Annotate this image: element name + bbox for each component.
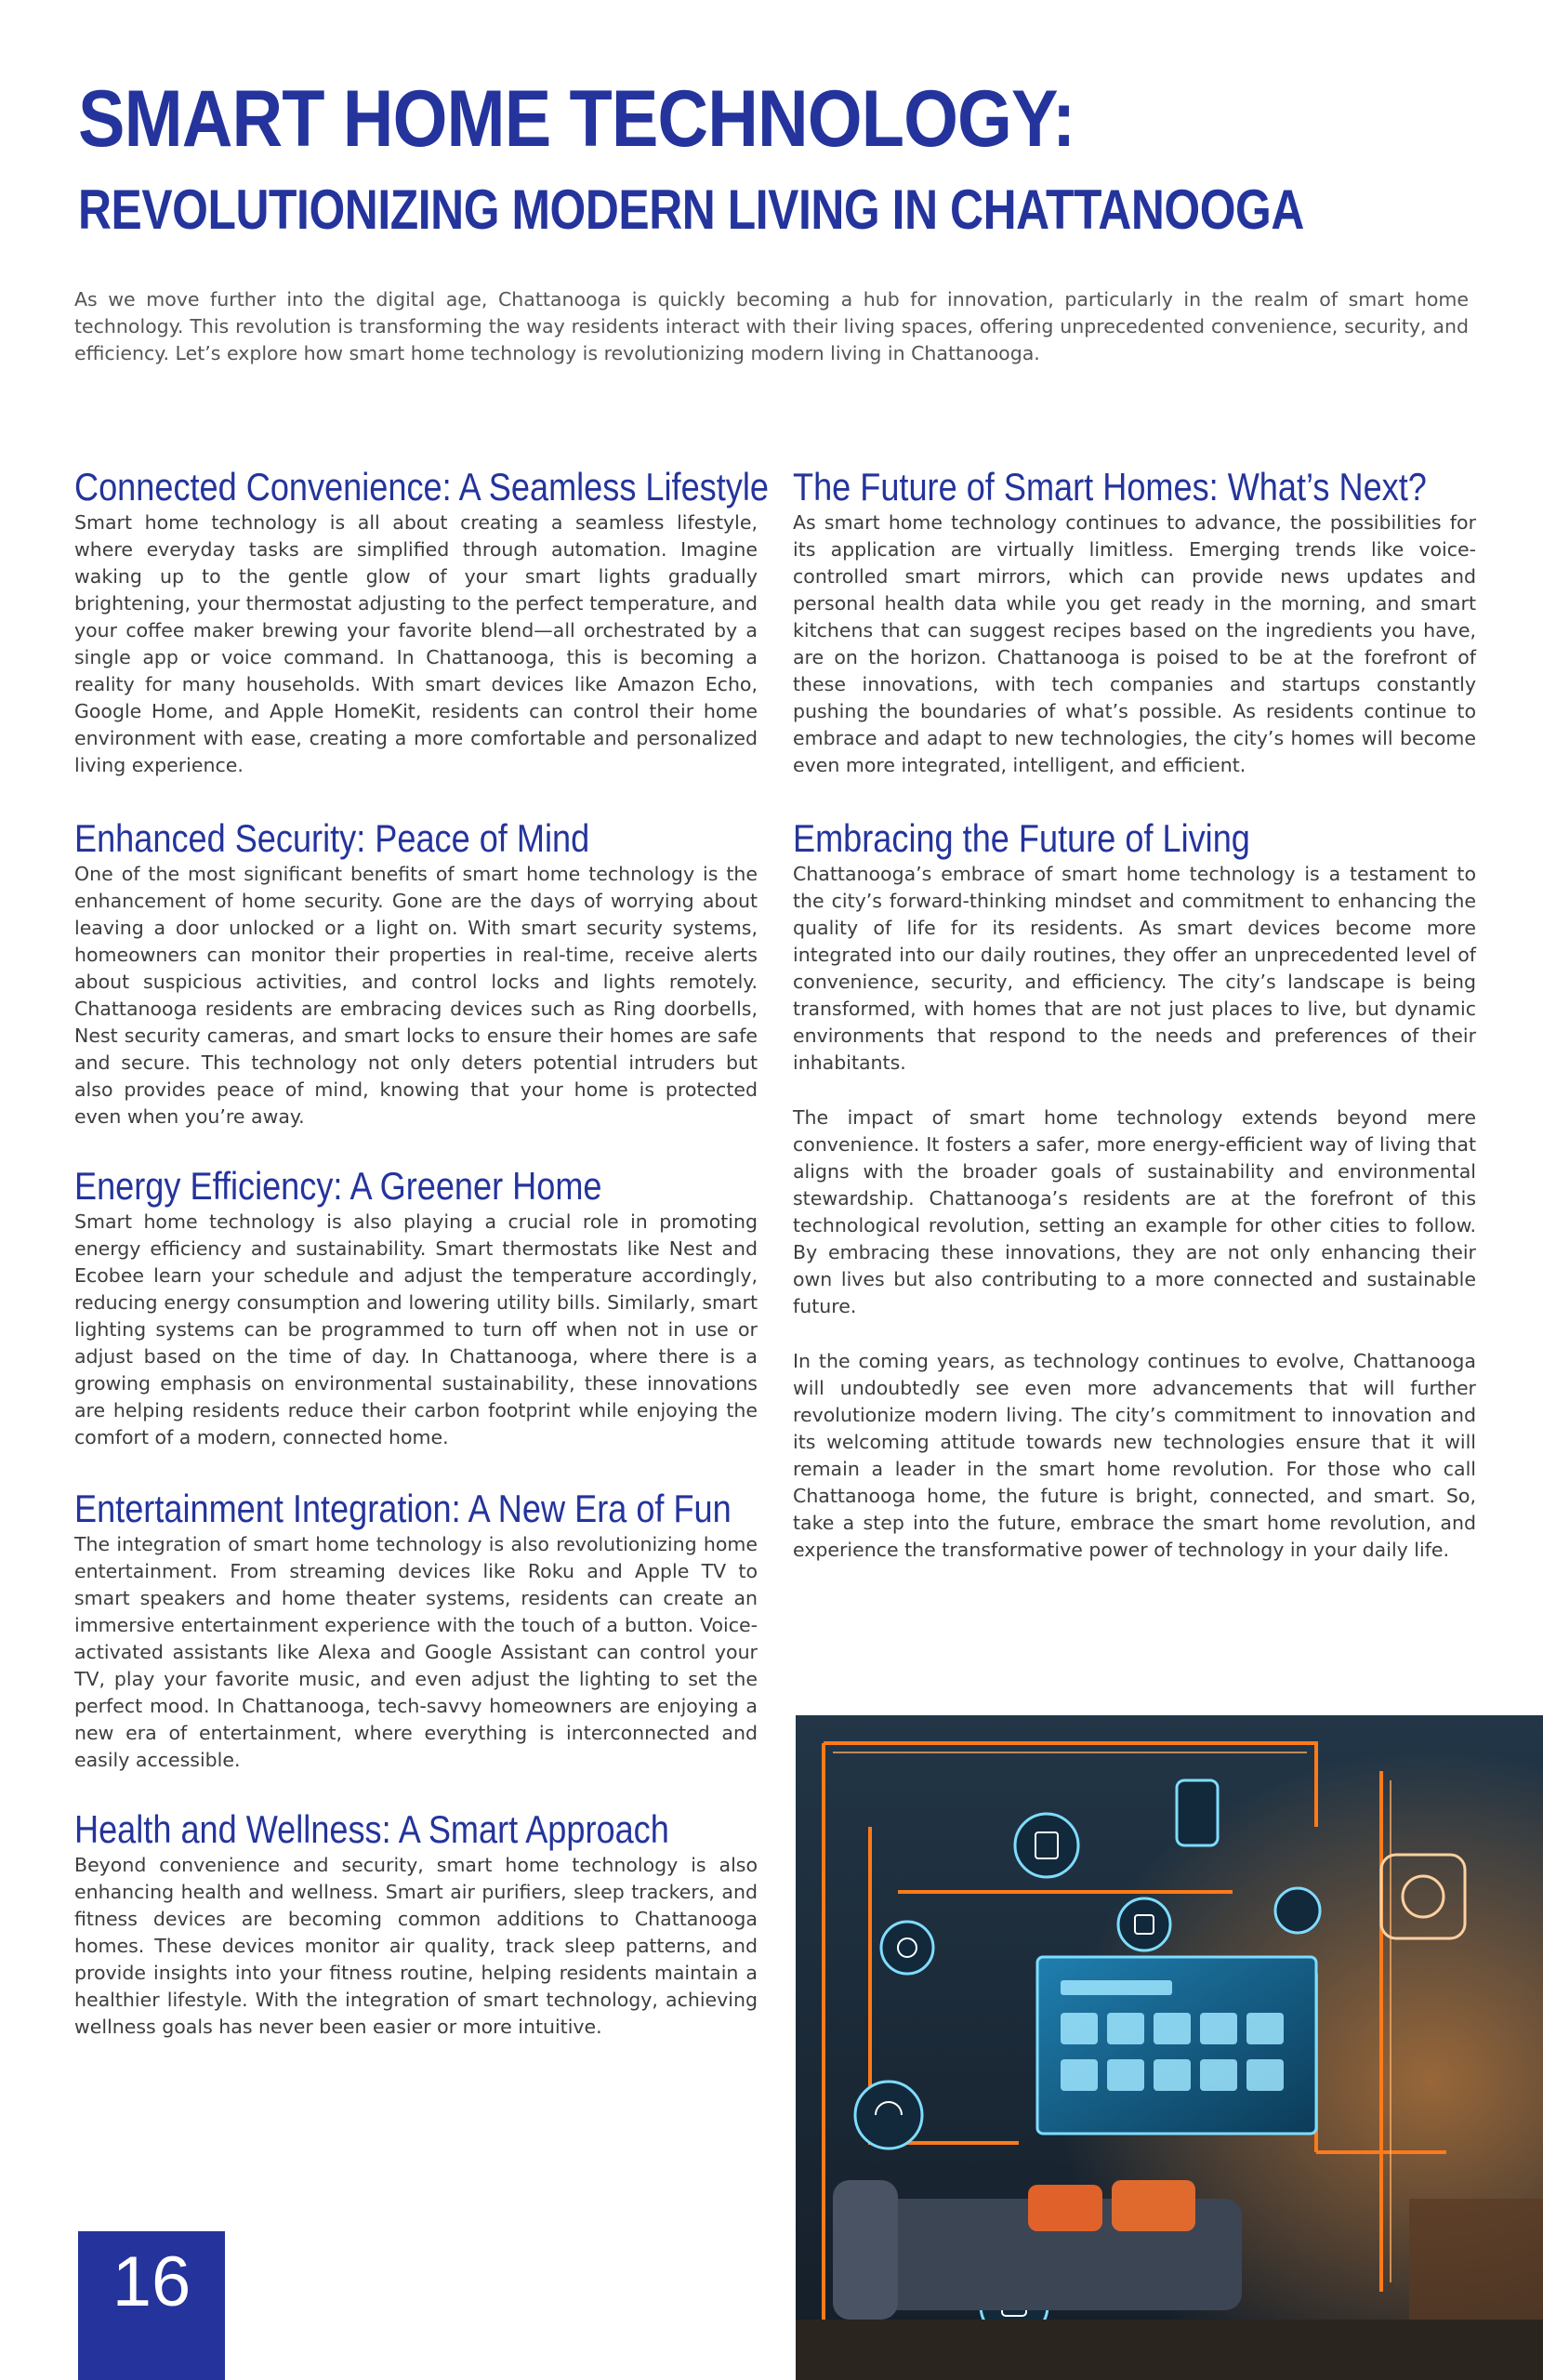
section-health-wellness — [74, 1807, 758, 2041]
section-body: As smart home technology continues to advance, the possibilities for its application are virtually limitless. Emerging trends like voice-controlled smart mirrors, which can provide news updates and personal health data while you get ready in the morning, and smart kitchens that can suggest recipes based on the ingredients you have, are on the horizon. Chattanooga is poised to be at the forefront of these innovations, with tech companies and startups constantly pushing the boundaries of what’s possible. As residents continue to embrace and adapt to new technologies, the city’s homes will become even more integrated, intelligent, and efficient. — [793, 511, 1476, 776]
section-heading: Connected Convenience: A Seamless Lifestyle — [74, 465, 769, 509]
section-heading: Health and Wellness: A Smart Approach — [74, 1807, 669, 1851]
section-heading: Entertainment Integration: A New Era of Fun — [74, 1487, 732, 1530]
section-connected-convenience — [74, 465, 769, 779]
intro-paragraph: As we move further into the digital age, Chattanooga is quickly becoming a hub for innovation, particularly in the realm of smart home technology. This revolution is transforming the way residents interact with their living spaces, offering unprecedented convenience, security, and efficiency. Let’s explore how smart home technology is revolutionizing modern living in Chattanooga. — [74, 288, 1469, 364]
right-column — [793, 465, 1476, 1592]
section-entertainment-integration — [74, 1487, 758, 1774]
section-body: Beyond convenience and security, smart home technology is also enhancing health and wellness. Smart air purifiers, sleep trackers, and fitness devices are becoming common additions to Chattanooga homes. These devices monitor air quality, track sleep patterns, and provide insights into your fitness routine, helping residents maintain a healthier lifestyle. With the integration of smart technology, achieving wellness goals has never been easier or more intuitive. — [74, 1854, 758, 2038]
section-heading: Enhanced Security: Peace of Mind — [74, 816, 590, 860]
section-future-of-smart-homes — [793, 465, 1476, 779]
page-number: 16 — [78, 2231, 225, 2380]
section-embracing-future — [793, 816, 1476, 1077]
section-body: Smart home technology is also playing a crucial role in promoting energy efficiency and sustainability. Smart thermostats like Nest and Ecobee learn your schedule and adjust the temperature accordingly, reducing energy consumption and lowering utility bills. Similarly, smart lighting systems can be programmed to turn off when not in use or adjust based on the time of day. In Chattanooga, where there is a growing emphasis on environmental sustainability, these innovations are helping residents reduce their carbon footprint while enjoying the comfort of a modern, connected home. — [74, 1210, 758, 1448]
section-body: The integration of smart home technology is also revolutionizing home entertainment. From streaming devices like Roku and Apple TV to smart speakers and home theater systems, residents can create an immersive entertainment experience with the touch of a button. Voice-activated assistants like Alexa and Google Assistant can control your TV, play your favorite music, and even adjust the lighting to set the perfect mood. In Chattanooga, tech-savvy homeowners are enjoying a new era of entertainment, where everything is interconnected and easily accessible. — [74, 1533, 758, 1771]
section-body: Smart home technology is all about creating a seamless lifestyle, where everyday tasks are simplified through automation. Imagine waking up to the gentle glow of your smart lights gradually brightening, your thermostat adjusting to the perfect temperature, and your coffee maker brewing your favorite blend—all orchestrated by a single app or voice command. In Chattanooga, this is becoming a reality for many households. With smart devices like Amazon Echo, Google Home, and Apple HomeKit, residents can control their home environment with ease, creating a more comfortable and personalized living experience. — [74, 511, 758, 776]
section-heading: Embracing the Future of Living — [793, 816, 1250, 860]
section-enhanced-security — [74, 816, 758, 1130]
page-title: SMART HOME TECHNOLOGY: — [78, 74, 1075, 164]
section-body: One of the most significant benefits of smart home technology is the enhancement of home security. Gone are the days of worrying about leaving a door unlocked or a light on. With smart security systems, homeowners can monitor their properties in real-time, receive alerts about suspicious activities, and control locks and lights remotely. Chattanooga residents are embracing devices such as Ring doorbells, Nest security cameras, and smart locks to ensure their homes are safe and secure. This technology not only deters potential intruders but also provides peace of mind, knowing that your home is protected even when you’re away. — [74, 863, 758, 1128]
smart-home-illustration — [796, 1715, 1543, 2380]
section-heading: Energy Efficiency: A Greener Home — [74, 1164, 602, 1208]
page-subtitle: REVOLUTIONIZING MODERN LIVING IN CHATTANOOGA — [78, 178, 1304, 241]
section-heading: The Future of Smart Homes: What’s Next? — [793, 465, 1427, 509]
closing-paragraph: The impact of smart home technology extends beyond mere convenience. It fosters a safer, more energy-efficient way of living that aligns with the broader goals of sustainability and environmental stewardship. Chattanooga’s residents are at the forefront of this technological revolution, setting an example for other cities to follow. By embracing these innovations, they are not only enhancing their own lives but also contributing to a more connected and sustainable future. — [793, 1106, 1476, 1317]
smart-home-scene — [796, 1715, 1543, 2380]
section-body: Chattanooga’s embrace of smart home technology is a testament to the city’s forward-thinking mindset and commitment to enhancing the quality of life for its residents. As smart devices become more integrated into our daily routines, they offer an unprecedented level of convenience, security, and efficiency. The city’s landscape is being transformed, with homes that are not just places to live, but dynamic environments that respond to the needs and preferences of their inhabitants. — [793, 863, 1476, 1074]
left-column — [74, 465, 769, 2041]
sofa — [833, 2180, 1242, 2320]
closing-paragraph: In the coming years, as technology continues to evolve, Chattanooga will undoubtedly see even more advancements that will further revolutionize modern living. The city’s commitment to innovation and its welcoming attitude towards new technologies ensure that it will remain a leader in the smart home revolution. For those who call Chattanooga home, the future is bright, connected, and smart. So, take a step into the future, embrace the smart home revolution, and experience the transformative power of technology in your daily life. — [793, 1350, 1476, 1561]
section-energy-efficiency — [74, 1164, 758, 1451]
